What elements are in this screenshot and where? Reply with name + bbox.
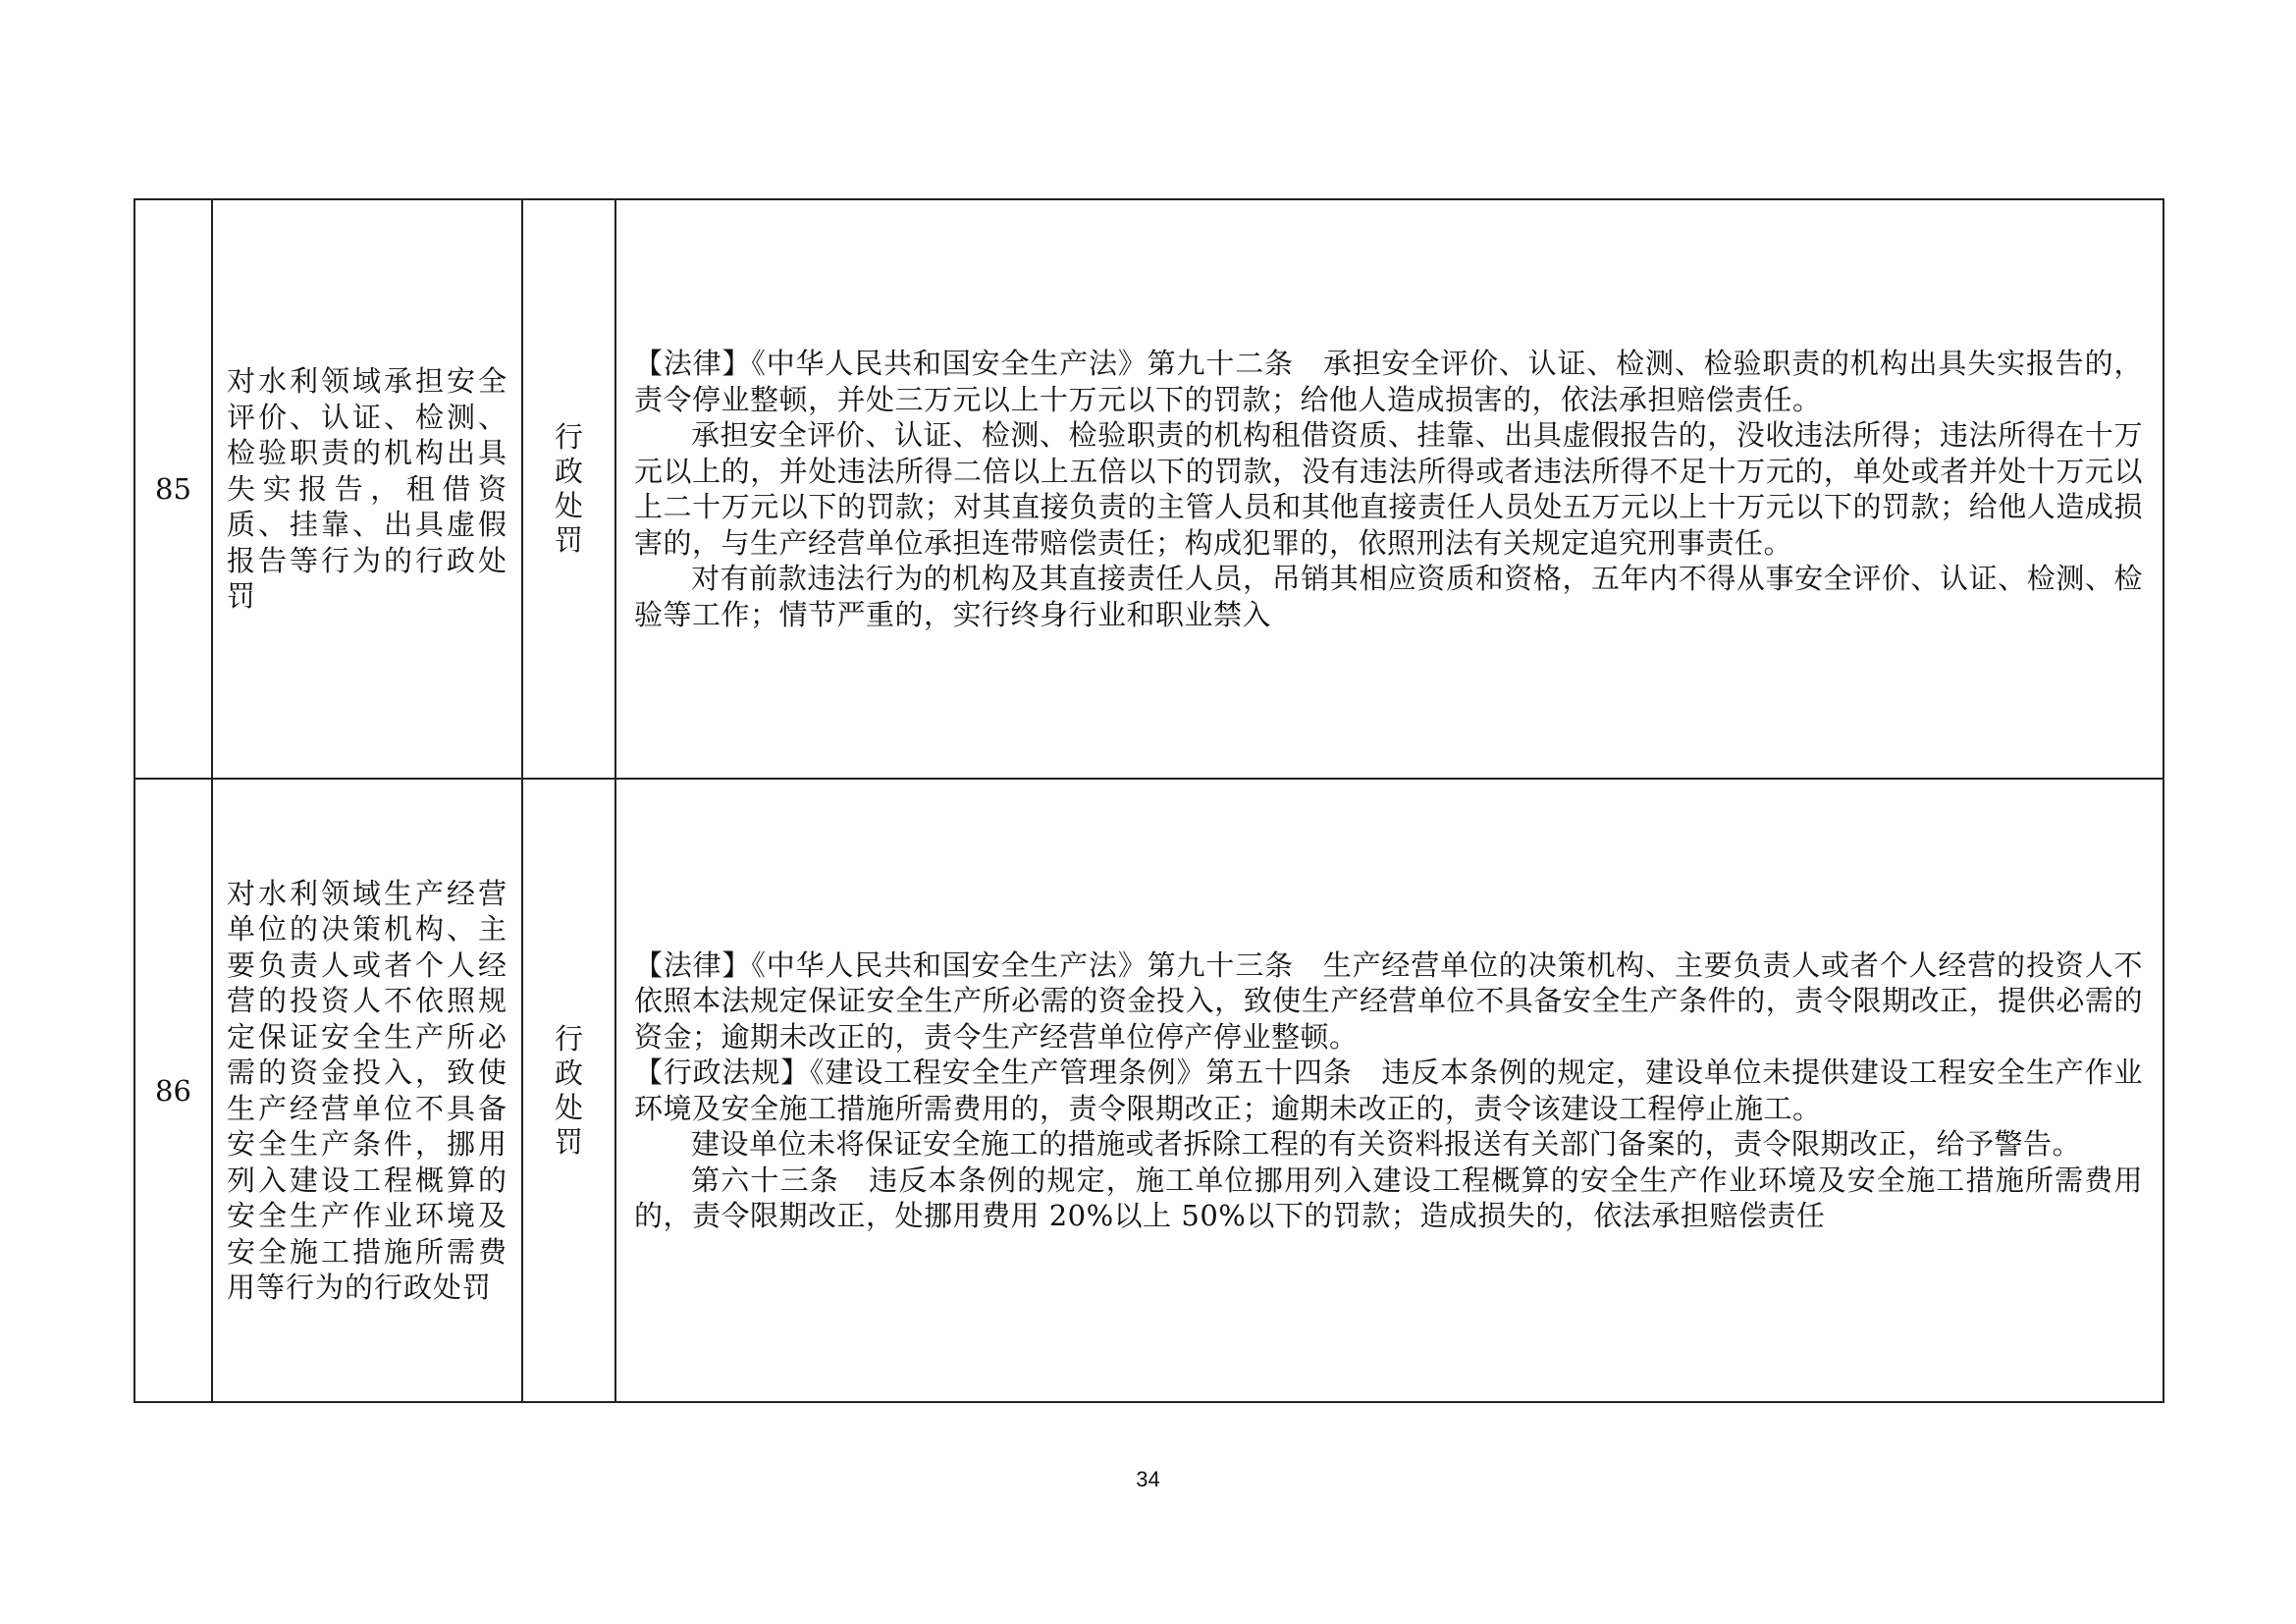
table-row [134,779,2163,1402]
item-type [522,779,615,1402]
item-name: 对水利领域生产经营单位的决策机构、主要负责人或者个人经营的投资人不依照规定保证安全生产所必需的资金投入，致使生产经营单位不具备安全生产条件，挪用列入建设工程概算的安全生产作业环境及安全施工措施所需费用等行为的行政处罚 [212,779,522,1402]
legal-basis [615,199,2163,779]
item-type-char: 处 [554,1090,583,1124]
item-type-char: 行 [554,420,583,454]
item-type [522,199,615,779]
page-number: 34 [1136,1467,1160,1491]
legal-basis-paragraph: 承担安全评价、认证、检测、检验职责的机构租借资质、挂靠、出具虚假报告的，没收违法所得；违法所得在十万元以上的，并处违法所得二倍以上五倍以下的罚款，没有违法所得或者违法所得不足十万元的，单处或者并处十万元以上二十万元以下的罚款；对其直接负责的主管人员和其他直接责任人员处五万元以上十万元以下的罚款；给他人造成损害的，与生产经营单位承担连带赔偿责任；构成犯罪的，依照刑法有关规定追究刑事责任。 [634,418,2143,560]
legal-basis-paragraph: 【行政法规】《建设工程安全生产管理条例》第五十四条 违反本条例的规定，建设单位未提供建设工程安全生产作业环境及安全施工措施所需费用的，责令限期改正；逾期未改正的，责令该建设工程停止施工。 [634,1056,2143,1125]
item-name: 对水利领域承担安全评价、认证、检测、检验职责的机构出具失实报告，租借资质、挂靠、出具虚假报告等行为的行政处罚 [212,199,522,779]
item-type-char: 行 [554,1021,583,1056]
legal-basis-paragraph: 建设单位未将保证安全施工的措施或者拆除工程的有关资料报送有关部门备案的，责令限期改正，给予警告。 [691,1127,2082,1161]
table-row [134,199,2163,779]
item-type-char: 政 [554,455,583,488]
item-type-char: 罚 [554,523,583,557]
penalty-items-table [133,198,2164,1403]
item-type-char: 处 [554,489,583,522]
legal-basis-paragraph: 第六十三条 违反本条例的规定，施工单位挪用列入建设工程概算的安全生产作业环境及安全施工措施所需费用的，责令限期改正，处挪用费用 20%以上 50%以下的罚款；造成损失的，依法承担赔偿责任 [634,1163,2143,1232]
legal-basis [615,779,2163,1402]
item-type-char: 政 [554,1056,583,1090]
item-number: 86 [134,779,212,1402]
item-type-char: 罚 [554,1124,583,1159]
legal-basis-paragraph: 【法律】《中华人民共和国安全生产法》第九十三条 生产经营单位的决策机构、主要负责人或者个人经营的投资人不依照本法规定保证安全生产所必需的资金投入，致使生产经营单位不具备安全生产条件的，责令限期改正，提供必需的资金；逾期未改正的，责令生产经营单位停产停业整顿。 [634,947,2143,1054]
item-number: 85 [134,199,212,779]
legal-basis-paragraph: 对有前款违法行为的机构及其直接责任人员，吊销其相应资质和资格，五年内不得从事安全评价、认证、检测、检验等工作；情节严重的，实行终身行业和职业禁入 [634,562,2143,631]
legal-basis-paragraph: 【法律】《中华人民共和国安全生产法》第九十二条 承担安全评价、认证、检测、检验职责的机构出具失实报告的，责令停业整顿，并处三万元以上十万元以下的罚款；给他人造成损害的，依法承担赔偿责任。 [634,347,2143,416]
